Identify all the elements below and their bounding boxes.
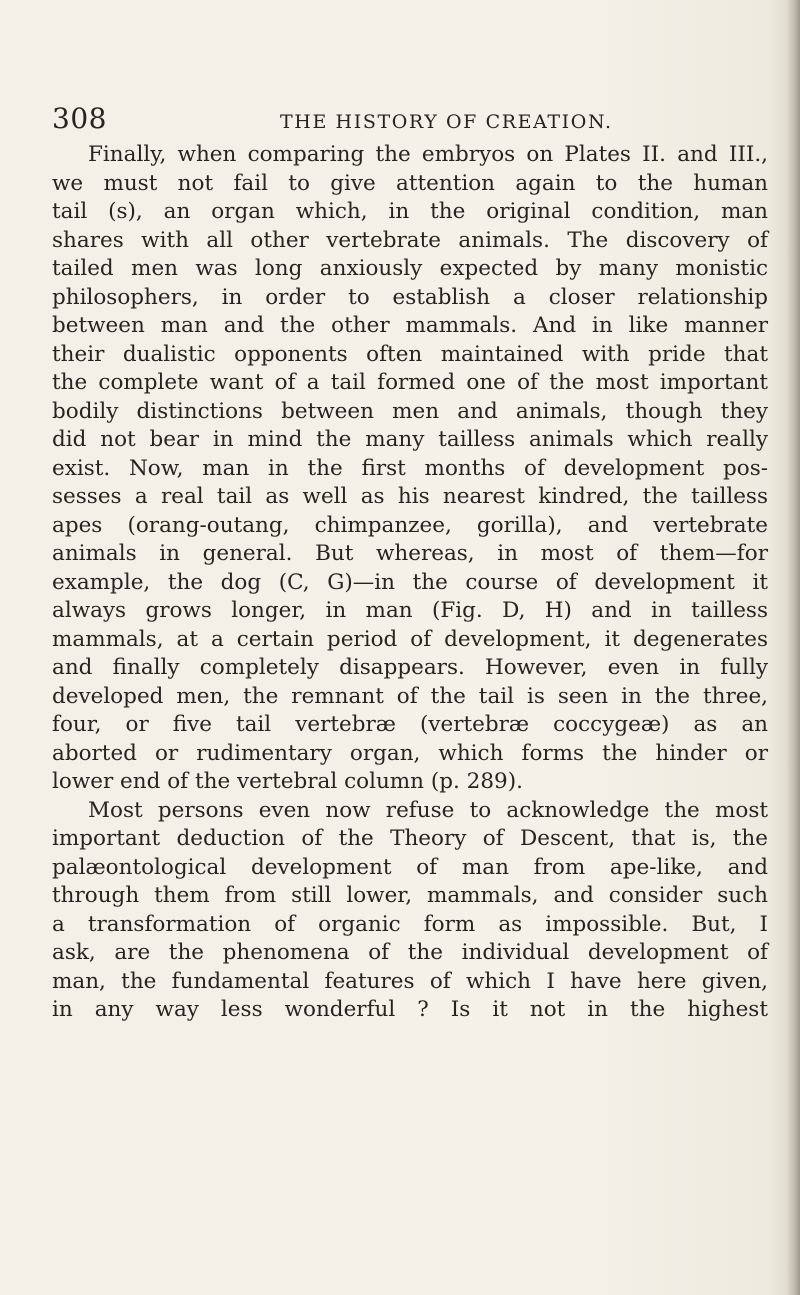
text-line: the complete want of a tail formed one of the most important bbox=[52, 370, 768, 395]
text-line: philosophers, in order to establish a closer relationship bbox=[52, 284, 768, 310]
text-line: ask, are the phenomena of the individual development of bbox=[52, 940, 768, 965]
text-line: we must not fail to give attention again to the human bbox=[52, 170, 768, 196]
text-line: aborted or rudimentary organ, which forms the hinder or bbox=[52, 740, 768, 766]
text-line: through them from still lower, mammals, and consider such bbox=[52, 883, 768, 908]
text-line: between man and the other mammals. And in like manner bbox=[52, 313, 768, 338]
body-text bbox=[52, 141, 792, 1025]
text-line: a transformation of organic form as impossible. But, I bbox=[52, 911, 768, 937]
text-line: apes (orang-outang, chimpanzee, gorilla), and vertebrate bbox=[52, 512, 768, 538]
text-line: tail (s), an organ which, in the original condition, man bbox=[52, 199, 768, 224]
text-line: animals in general. But whereas, in most of them—for bbox=[52, 541, 768, 566]
text-line: exist. Now, man in the first months of development pos- bbox=[52, 455, 768, 481]
text-line: man, the fundamental features of which I have here given, bbox=[52, 968, 768, 994]
paragraph-2 bbox=[52, 797, 792, 1025]
page-header bbox=[52, 102, 752, 138]
page-edge-shadow bbox=[786, 0, 800, 1295]
text-line: lower end of the vertebral column (p. 289). bbox=[52, 769, 523, 794]
page-number: 308 bbox=[52, 102, 107, 135]
text-line: in any way less wonderful ? Is it not in the highest bbox=[52, 997, 768, 1022]
text-line: their dualistic opponents often maintained with pride that bbox=[52, 341, 768, 367]
text-line: developed men, the remnant of the tail is seen in the three, bbox=[52, 683, 768, 709]
text-line: example, the dog (C, G)—in the course of development it bbox=[52, 569, 768, 595]
text-line: and finally completely disappears. However, even in fully bbox=[52, 655, 768, 680]
text-line: bodily distinctions between men and animals, though they bbox=[52, 398, 768, 424]
text-line: four, or five tail vertebræ (vertebræ coccygeæ) as an bbox=[52, 712, 768, 737]
text-line: always grows longer, in man (Fig. D, H) and in tailless bbox=[52, 598, 768, 623]
text-line: tailed men was long anxiously expected by many monistic bbox=[52, 256, 768, 281]
text-line: Most persons even now refuse to acknowledge the most bbox=[88, 797, 768, 823]
text-line: palæontological development of man from ape-like, and bbox=[52, 854, 768, 880]
text-line: important deduction of the Theory of Descent, that is, the bbox=[52, 826, 768, 851]
paragraph-1 bbox=[52, 141, 792, 797]
text-line: sesses a real tail as well as his nearest kindred, the tailless bbox=[52, 484, 768, 509]
text-line: did not bear in mind the many tailless animals which really bbox=[52, 427, 768, 452]
text-line: Finally, when comparing the embryos on Plates II. and III., bbox=[88, 142, 768, 167]
running-head: THE HISTORY OF CREATION. bbox=[280, 111, 613, 133]
text-line: shares with all other vertebrate animals. The discovery of bbox=[52, 227, 768, 253]
text-line: mammals, at a certain period of development, it degenerates bbox=[52, 626, 768, 652]
